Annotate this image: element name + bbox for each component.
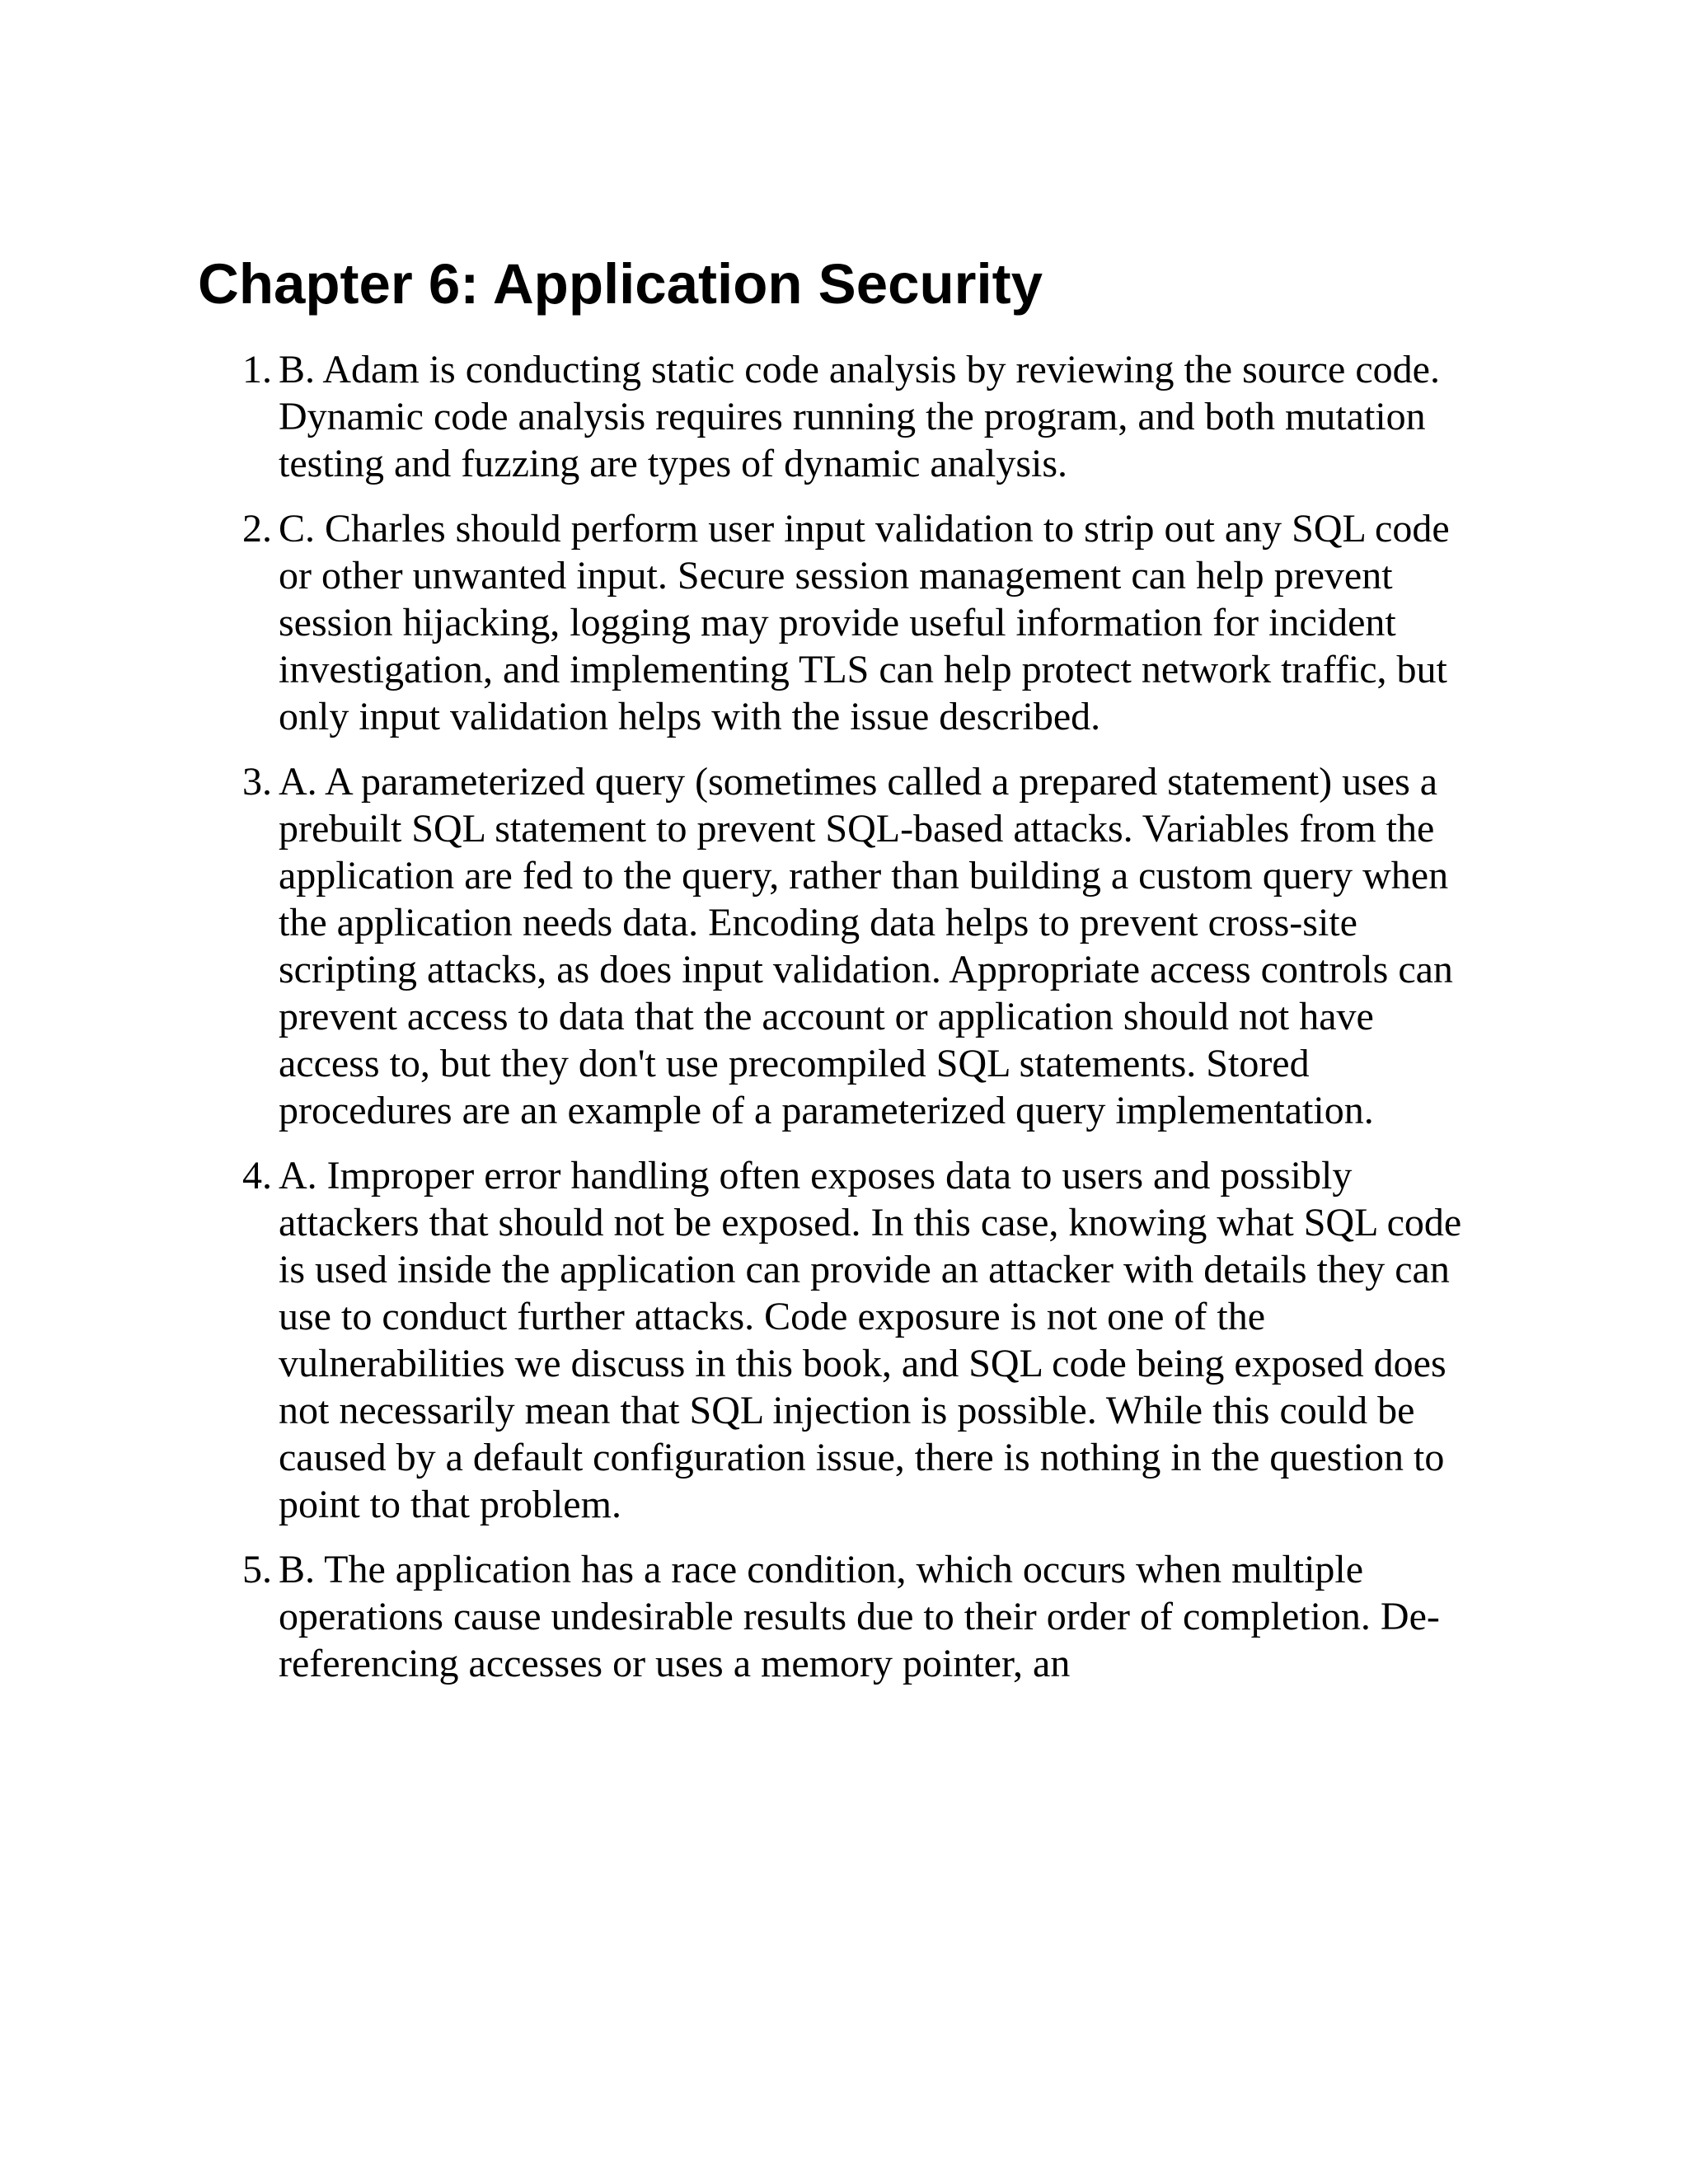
- answer-item-1: [242, 346, 1474, 487]
- answer-text: B. Adam is conducting static code analysis by reviewing the source code. Dynamic code analysis requires running the program, and both mutation testing and fuzzing are types of dynamic analysis.: [279, 348, 1440, 485]
- answer-text: A. Improper error handling often exposes data to users and possibly attackers that should not be exposed. In this case, knowing what SQL code is used inside the application can provide an attacker with details they can use to conduct further attacks. Code exposure is not one of the vulnerabilities we discuss in this book, and SQL code being exposed does not necessarily mean that SQL injection is possible. While this could be caused by a default configuration issue, there is nothing in the question to point to that problem.: [279, 1154, 1462, 1526]
- answer-number: 1.: [242, 348, 272, 391]
- answer-number: 5.: [242, 1548, 272, 1591]
- chapter-title: Chapter 6: Application Security: [198, 252, 1043, 316]
- answer-text: A. A parameterized query (sometimes called a prepared statement) uses a prebuilt SQL statement to prevent SQL-based attacks. Variables from the application are fed to the query, rather than building a custom query when the application needs data. Encoding data helps to prevent cross-site scripting attacks, as does input validation. Appropriate access controls can prevent access to data that the account or application should not have access to, but they don't use precompiled SQL statements. Stored procedures are an example of a parameterized query implementation.: [279, 760, 1453, 1132]
- answer-item-3: [242, 758, 1474, 1134]
- answer-number: 2.: [242, 507, 272, 551]
- answer-number: 4.: [242, 1154, 272, 1197]
- answer-list: [242, 346, 1474, 1705]
- answer-text: C. Charles should perform user input validation to strip out any SQL code or other unwanted input. Secure session management can help prevent session hijacking, logging may provide useful information for incident investigation, and implementing TLS can help protect network traffic, but only input validation helps with the issue described.: [279, 507, 1450, 738]
- answer-number: 3.: [242, 760, 272, 804]
- answer-item-5: [242, 1546, 1474, 1687]
- answer-text: B. The application has a race condition, which occurs when multiple operations cause undesirable results due to their order of completion. De-referencing accesses or uses a memory pointer, an: [279, 1548, 1440, 1685]
- answer-item-4: [242, 1152, 1474, 1528]
- answer-item-2: [242, 505, 1474, 740]
